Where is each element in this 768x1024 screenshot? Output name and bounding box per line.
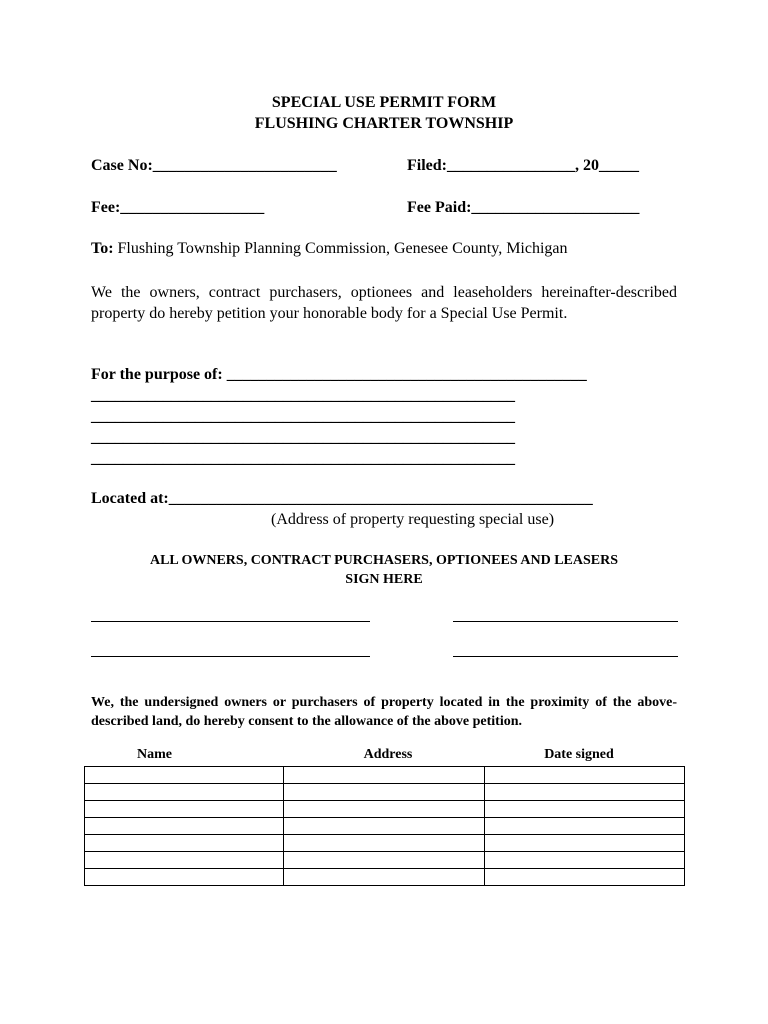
filed-field[interactable]: Filed:________________, 20_____ [407, 157, 639, 174]
address-cell[interactable] [284, 835, 485, 852]
purpose-label: For the purpose of: [91, 366, 227, 383]
date-signed-cell[interactable] [484, 818, 684, 835]
to-recipient: Flushing Township Planning Commission, Genesee County, Michigan [113, 240, 568, 257]
table-header-address: Address [363, 747, 413, 762]
table-row [85, 767, 685, 784]
township-title: FLUSHING CHARTER TOWNSHIP [254, 115, 514, 132]
name-cell[interactable] [85, 801, 284, 818]
to-line [91, 240, 568, 258]
purpose-blank-line[interactable]: _____________________________________________________ [91, 408, 515, 425]
name-cell[interactable] [85, 869, 284, 886]
signature-line[interactable] [91, 621, 370, 622]
table-row [85, 869, 685, 886]
date-signed-cell[interactable] [484, 835, 684, 852]
consent-signature-table [84, 766, 685, 886]
consent-paragraph: We, the undersigned owners or purchasers of property located in the proximity of the above-described land, do hereby consent to the allowance of the above petition. [91, 695, 677, 729]
table-row [85, 818, 685, 835]
table-header-date-signed: Date signed [544, 747, 614, 762]
purpose-blank-line[interactable]: _____________________________________________________ [91, 450, 515, 467]
address-cell[interactable] [284, 852, 485, 869]
table-row [85, 784, 685, 801]
fee-field[interactable]: Fee:__________________ [91, 199, 265, 216]
date-signed-cell[interactable] [484, 852, 684, 869]
purpose-line[interactable] [91, 366, 587, 384]
location-caption: (Address of property requesting special use) [271, 511, 555, 528]
name-cell[interactable] [85, 784, 284, 801]
purpose-blank-line[interactable]: _____________________________________________________ [91, 429, 515, 446]
fee-paid-field[interactable]: Fee Paid:_____________________ [407, 199, 640, 216]
address-cell[interactable] [284, 784, 485, 801]
signature-line[interactable] [453, 621, 678, 622]
name-cell[interactable] [85, 852, 284, 869]
location-line[interactable] [91, 490, 593, 508]
address-cell[interactable] [284, 869, 485, 886]
signature-line[interactable] [453, 656, 678, 657]
to-label: To: [91, 240, 114, 257]
table-row [85, 801, 685, 818]
petition-paragraph: We the owners, contract purchasers, optionees and leaseholders hereinafter-described property do hereby petition your honorable body for a Special Use Permit. [91, 284, 677, 322]
table-header-name: Name [137, 747, 172, 762]
date-signed-cell[interactable] [484, 801, 684, 818]
signature-line[interactable] [91, 656, 370, 657]
location-blank[interactable]: _____________________________________________________ [168, 490, 593, 507]
name-cell[interactable] [85, 767, 284, 784]
address-cell[interactable] [284, 818, 485, 835]
address-cell[interactable] [284, 767, 485, 784]
name-cell[interactable] [85, 835, 284, 852]
table-row [85, 835, 685, 852]
date-signed-cell[interactable] [484, 869, 684, 886]
name-cell[interactable] [85, 818, 284, 835]
form-title: SPECIAL USE PERMIT FORM [271, 94, 497, 111]
case-no-field[interactable]: Case No:_______________________ [91, 157, 337, 174]
purpose-first-blank[interactable]: _____________________________________________ [226, 366, 587, 383]
table-body [85, 767, 685, 886]
date-signed-cell[interactable] [484, 784, 684, 801]
sign-heading: ALL OWNERS, CONTRACT PURCHASERS, OPTIONEES AND LEASERS [149, 553, 619, 568]
location-label: Located at: [91, 490, 169, 507]
sign-here-label: SIGN HERE [345, 572, 423, 587]
purpose-blank-line[interactable]: _____________________________________________________ [91, 387, 515, 404]
address-cell[interactable] [284, 801, 485, 818]
date-signed-cell[interactable] [484, 767, 684, 784]
table-row [85, 852, 685, 869]
